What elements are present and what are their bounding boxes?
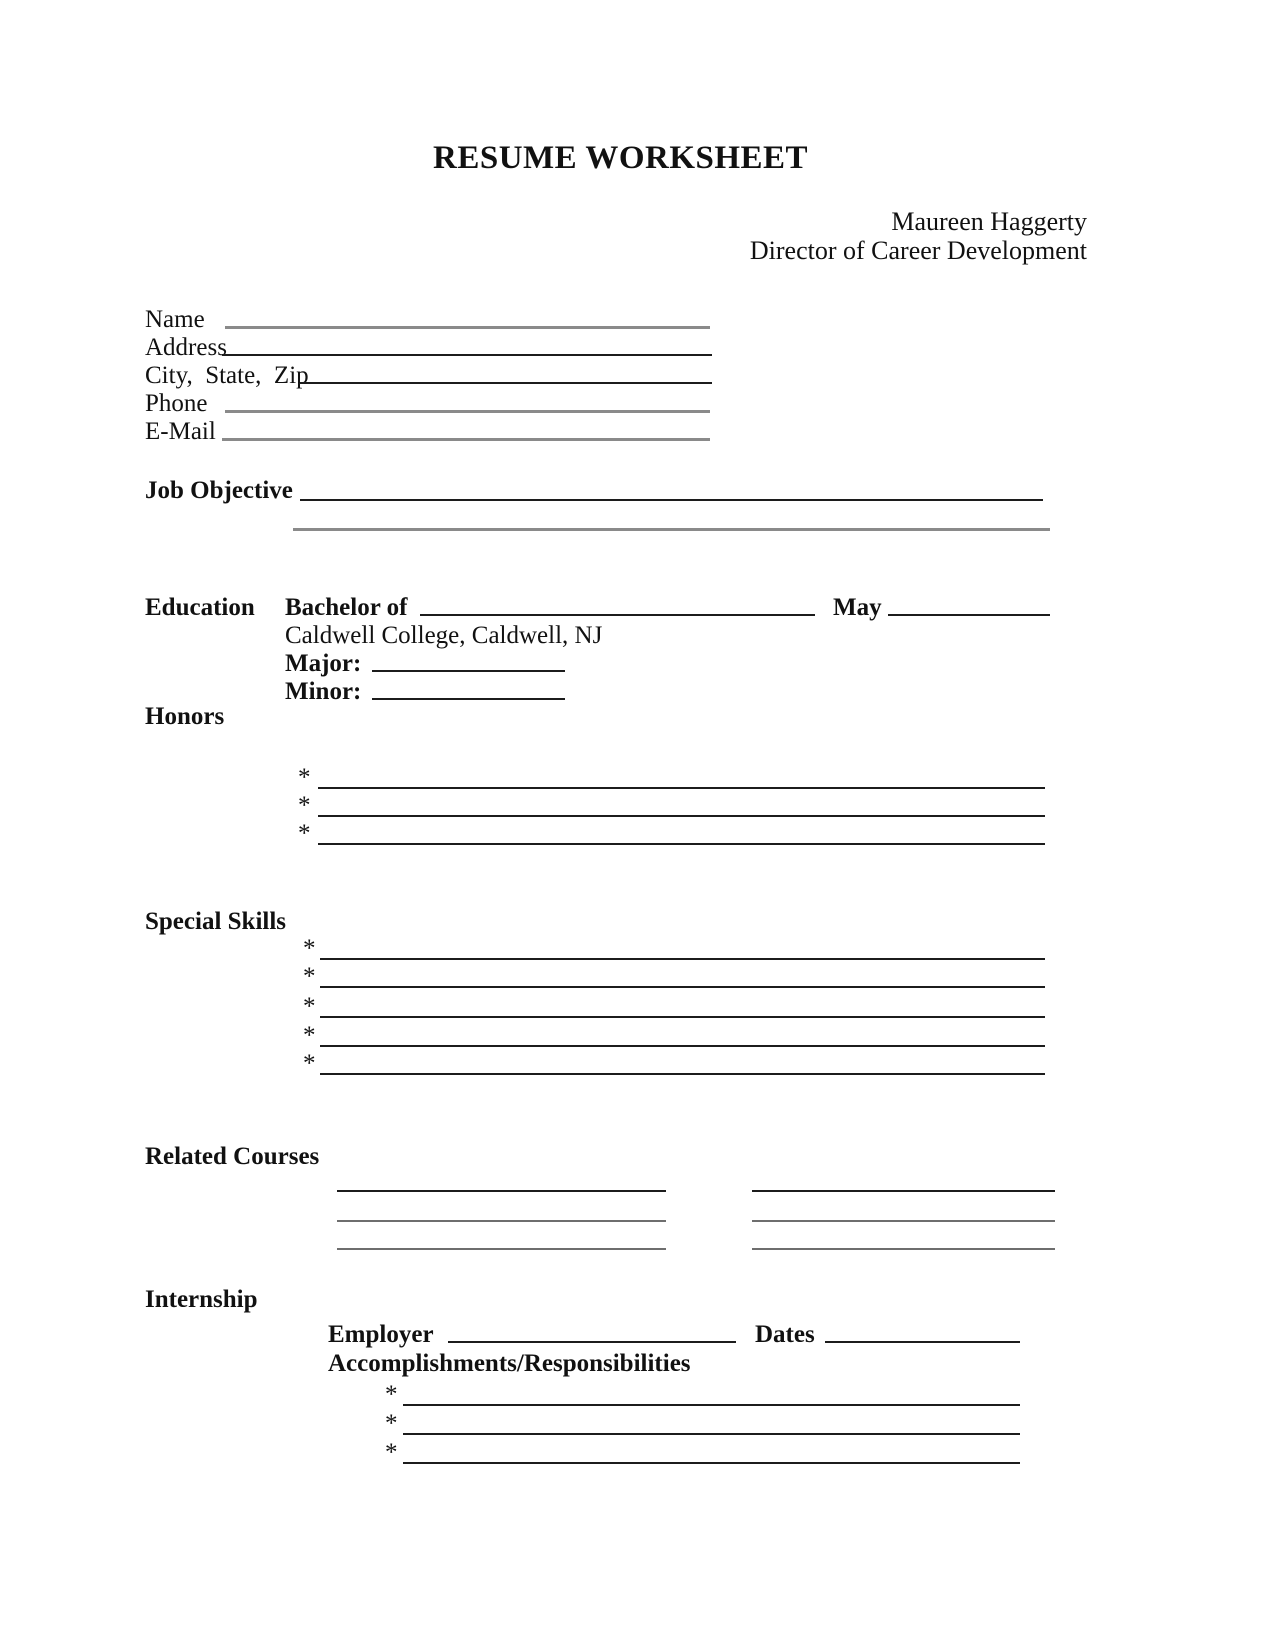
skill-blank-line-5 xyxy=(320,1073,1045,1075)
bullet-asterisk: * xyxy=(303,993,316,1020)
major-label: Major: xyxy=(285,650,362,677)
skill-blank-line-2 xyxy=(320,986,1045,988)
major-blank-line xyxy=(372,670,565,672)
dates-blank-line xyxy=(825,1341,1020,1343)
employer-label: Employer xyxy=(328,1321,434,1348)
email-blank-line xyxy=(222,438,710,441)
name-blank-line xyxy=(225,326,710,329)
dates-label: Dates xyxy=(755,1321,815,1348)
address-blank-line xyxy=(222,354,712,356)
honors-blank-line-1 xyxy=(318,787,1045,789)
accomplishments-label: Accomplishments/Responsibilities xyxy=(328,1350,691,1377)
skill-blank-line-1 xyxy=(320,958,1045,960)
internship-blank-line-2 xyxy=(403,1433,1020,1435)
internship-label: Internship xyxy=(145,1286,258,1313)
bullet-asterisk: * xyxy=(385,1439,398,1466)
address-label: Address xyxy=(145,334,227,361)
byline-name: Maureen Haggerty xyxy=(891,207,1087,236)
school-text: Caldwell College, Caldwell, NJ xyxy=(285,622,603,649)
employer-blank-line xyxy=(448,1341,736,1343)
city-state-zip-blank-line xyxy=(300,382,712,384)
bullet-asterisk: * xyxy=(385,1381,398,1408)
course-blank-line-left-2 xyxy=(337,1220,666,1222)
course-blank-line-right-3 xyxy=(752,1248,1055,1250)
honors-label: Honors xyxy=(145,703,225,730)
internship-blank-line-3 xyxy=(403,1462,1020,1464)
bullet-asterisk: * xyxy=(298,820,311,847)
course-blank-line-left-1 xyxy=(337,1190,666,1192)
course-blank-line-right-2 xyxy=(752,1220,1055,1222)
job-objective-blank-line-2 xyxy=(293,528,1050,531)
related-courses-label: Related Courses xyxy=(145,1143,320,1170)
skill-blank-line-3 xyxy=(320,1016,1045,1018)
bullet-asterisk: * xyxy=(298,792,311,819)
grad-month-label: May xyxy=(833,594,882,621)
degree-blank-line xyxy=(420,614,815,616)
phone-label: Phone xyxy=(145,390,208,417)
bullet-asterisk: * xyxy=(385,1410,398,1437)
course-blank-line-right-1 xyxy=(752,1190,1055,1192)
city-state-zip-label: City, State, Zip xyxy=(145,362,309,389)
grad-year-blank-line xyxy=(888,614,1050,616)
special-skills-label: Special Skills xyxy=(145,908,287,935)
honors-blank-line-2 xyxy=(318,815,1045,817)
bullet-asterisk: * xyxy=(303,1022,316,1049)
bullet-asterisk: * xyxy=(298,764,311,791)
phone-blank-line xyxy=(225,410,710,413)
education-label: Education xyxy=(145,594,255,621)
bullet-asterisk: * xyxy=(303,935,316,962)
minor-blank-line xyxy=(372,698,565,700)
course-blank-line-left-3 xyxy=(337,1248,666,1250)
byline-role: Director of Career Development xyxy=(749,236,1087,265)
name-label: Name xyxy=(145,306,205,333)
minor-label: Minor: xyxy=(285,678,362,705)
job-objective-blank-line-1 xyxy=(300,499,1043,501)
degree-label: Bachelor of xyxy=(285,594,408,621)
honors-blank-line-3 xyxy=(318,843,1045,845)
bullet-asterisk: * xyxy=(303,1050,316,1077)
page-title: RESUME WORKSHEET xyxy=(433,140,809,176)
job-objective-label: Job Objective xyxy=(145,477,293,504)
email-label: E-Mail xyxy=(145,418,216,445)
bullet-asterisk: * xyxy=(303,963,316,990)
internship-blank-line-1 xyxy=(403,1404,1020,1406)
skill-blank-line-4 xyxy=(320,1045,1045,1047)
